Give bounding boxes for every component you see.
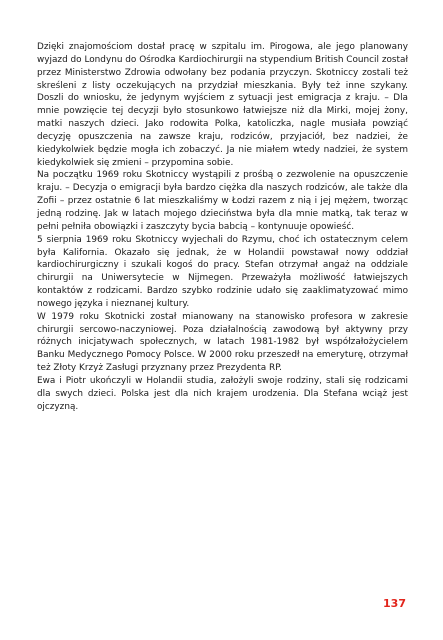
paragraph-3: 5 sierpnia 1969 roku Skotniccy wyjechali do Rzymu, choć ich ostatecznym celem była Kalifornia. Okazało się jednak, że w Holandii powstawał nowy oddział kardiochirurgiczny i szukali kogoś do pracy. Stefan otrzymał angaż na oddziale chirurgii na Uniwersytecie w Nijmegen. Przeważyła możliwość łatwiejszych kontaktów z rodzicami. Bardzo szybko rodzinie udało się zaaklimatyzować mimo nowego języka i nieznanej kultury.	[37, 234, 408, 309]
page-number: 137	[383, 597, 406, 610]
paragraph-1: Dzięki znajomościom dostał pracę w szpitalu im. Pirogowa, ale jego planowany wyjazd do Londynu do Ośrodka Kardiochirurgii na stypendium British Council został przez Ministerstwo Zdrowia odwołany bez podania przyczyn. Skotniccy zostali też skreśleni z listy oczekujących na przydział mieszkania. Były też inne szykany. Doszli do wniosku, że jedynym wyjściem z sytuacji jest emigracja z kraju. – Dla mnie powzięcie tej decyzji było stosunkowo łatwiejsze niż dla Mirki, mojej żony, matki naszych dzieci. Jako rodowita Polka, katoliczka, nagle musiała powziąć decyzję opuszczenia na zawsze kraju, rodziców, przyjaciół, bez nadziei, że kiedykolwiek będzie mogła ich zobaczyć. Ja nie miałem wtedy nadziei, że system kiedykolwiek się zmieni – przypomina sobie.	[37, 42, 408, 168]
page-body	[37, 41, 408, 413]
paragraph-4: W 1979 roku Skotnicki został mianowany na stanowisko profesora w zakresie chirurgii sercowo-naczyniowej. Poza działalnością zawodową był aktywny przy różnych inicjatywach społecznych, w latach 1981-1982 był współzałożycielem Banku Medycznego Pomocy Polsce. W 2000 roku przeszedł na emeryturę, otrzymał też Złoty Krzyż Zasługi przyznany przez Prezydenta RP.	[37, 311, 408, 374]
paragraph-5: Ewa i Piotr ukończyli w Holandii studia, założyli swoje rodziny, stali się rodzicami dla swych dzieci. Polska jest dla nich krajem urodzenia. Dla Stefana wciąż jest ojczyzną.	[37, 375, 408, 412]
paragraph-2: Na początku 1969 roku Skotniccy wystąpili z prośbą o zezwolenie na opuszczenie kraju. – Decyzja o emigracji była bardzo ciężka dla naszych rodziców, ale także dla Zofii – przez ostatnie 6 lat mieszkaliśmy w Łodzi razem z nią i jej mężem, tworząc jedną rodzinę. Jak w latach mojego dzieciństwa była dla mnie matką, tak teraz w pełni pełniła obowiązki i zaszczyty bycia babcią – kontynuuje opowieść.	[37, 170, 408, 232]
